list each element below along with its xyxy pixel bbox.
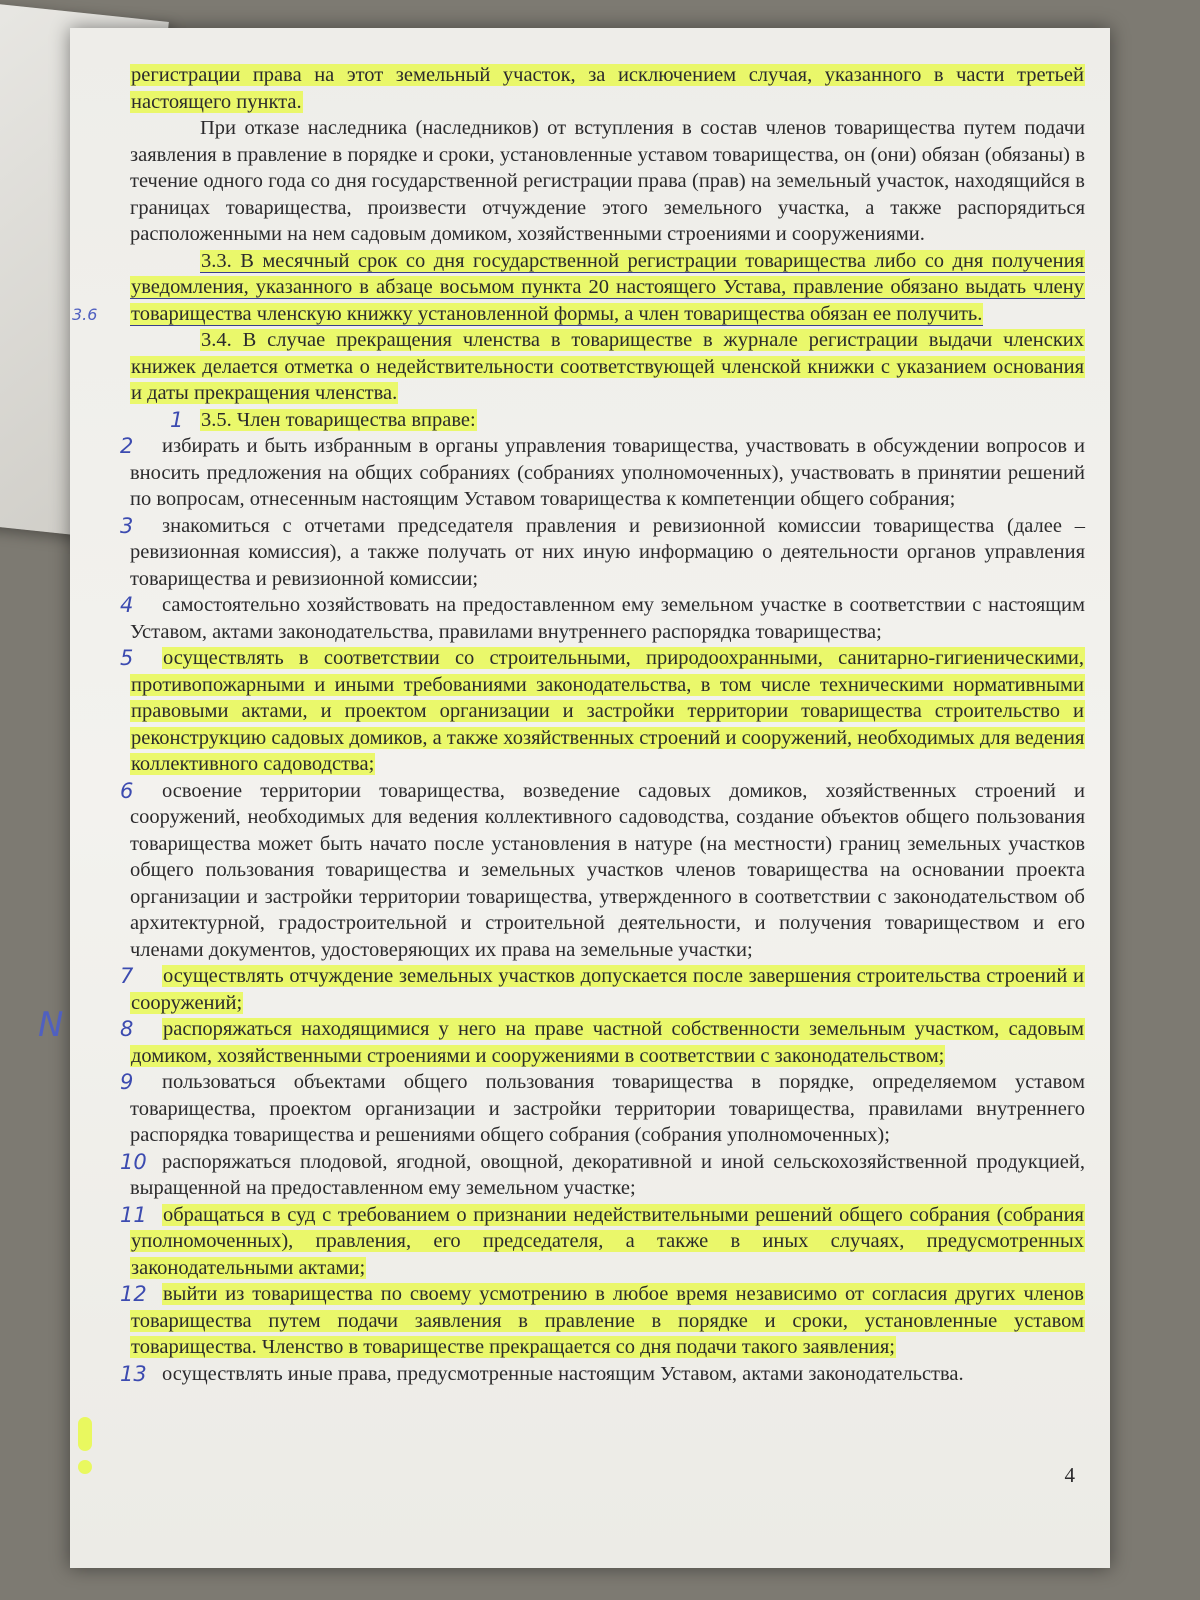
list-item: [120, 1361, 1085, 1388]
list-item: [120, 1202, 1085, 1282]
document-body: [38, 62, 1085, 1387]
item-text: осуществлять отчуждение земельных участков допускается после завершения строительства строений и сооружений;: [131, 965, 1084, 1014]
list-item: [120, 513, 1085, 593]
paragraph-3-4: 3.4. В случае прекращения членства в товариществе в журнале регистрации выдачи членских книжек делается отметка о недействительности соответствующей членской книжки с указанием основания и даты прекращения членства.: [131, 329, 1084, 404]
paragraph-intro: регистрации права на этот земельный участок, за исключением случая, указанного в части третьей настоящего пункта.: [131, 64, 1084, 113]
list-item: [120, 592, 1085, 645]
document-page: [38, 28, 1110, 1568]
item-text: осуществлять иные права, предусмотренные настоящим Уставом, актами законодательства.: [162, 1362, 964, 1385]
item-number: 8: [120, 1017, 134, 1041]
list-item: [120, 1281, 1085, 1361]
item-text: обращаться в суд с требованием о признании недействительными решений общего собрания (собрания уполномоченных), правления, его председателя, а также в иных случаях, предусмотренных законодательными актами;: [131, 1203, 1084, 1279]
item-text: избирать и быть избранным в органы управления товарищества, участвовать в обсуждении вопросов и вносить предложения на общих собраниях (собраниях уполномоченных), участвовать в принятии решений по вопросам, отнесенным настоящим Уставом товарищества к компетенции общего собрания;: [130, 435, 1085, 510]
list-item: [120, 778, 1085, 964]
list-item: [120, 963, 1085, 1016]
item-number: 2: [120, 434, 134, 458]
list-item: [120, 1149, 1085, 1202]
item-text: самостоятельно хозяйствовать на предоставленном ему земельном участке в соответствии с настоящим Уставом, актами законодательства, правилами внутреннего распорядка товарищества;: [130, 594, 1085, 643]
item-number: 13: [120, 1361, 147, 1386]
item-number: 6: [120, 778, 134, 803]
list-item: [120, 1069, 1085, 1149]
item-text: распоряжаться находящимися у него на праве частной собственности земельным участком, садовым домиком, хозяйственными строениями и сооружениями в соответствии с законодательством;: [131, 1018, 1084, 1067]
margin-note-n-mark: N: [38, 1005, 64, 1045]
list-item: [120, 645, 1085, 778]
list-item: [120, 1016, 1085, 1069]
item-text: распоряжаться плодовой, ягодной, овощной, декоративной и иной сельскохозяйственной продукцией, выращенной на предоставленном ему земельном участке;: [130, 1150, 1085, 1199]
item-text: освоение территории товарищества, возведение садовых домиков, хозяйственных строений и сооружений, необходимых для ведения коллективного садоводства, создание объектов общего пользования товарищества может быть начато после установления в натуре (на местности) границ земельных участков общего пользования товарищества и земельных участков членов товарищества на основании проекта организации и застройки территории товарищества, утвержденного в соответствии с законодательством об архитектурной, градостроительной и строительной деятельности, и получения товариществом и его членами документов, удостоверяющих их права на земельные участки;: [130, 779, 1085, 961]
item-text: пользоваться объектами общего пользования товарищества в порядке, определяемом уставом товарищества, проектом организации и застройки территории товарищества, правилами внутреннего распорядка товарищества и решениями общего собрания (собрания уполномоченных);: [130, 1071, 1085, 1146]
item-number: 4: [120, 593, 134, 617]
handwritten-number: 1: [170, 407, 184, 432]
paragraph-3-3: 3.3. В месячный срок со дня государственной регистрации товарищества либо со дня получения уведомления, указанного в абзаце восьмом пункта 20 настоящего Устава, правление обязано выдать члену товарищества членскую книжку установленной формы, а член товарищества обязан ее получить.: [131, 249, 1084, 325]
item-number: 11: [120, 1202, 147, 1227]
paragraph-heir-refusal: При отказе наследника (наследников) от вступления в состав членов товарищества путем подачи заявления в правление в порядке и сроки, установленные уставом товарищества, он (они) обязан (обязаны) в течение одного года со дня государственной регистрации права (прав) на земельный участок, находящийся в границах товарищества, произвести отчуждение этого земельного участка, а также распорядиться расположенными на нем садовым домиком, хозяйственными строениями и сооружениями.: [130, 117, 1085, 245]
list-item: [120, 433, 1085, 513]
item-number: 7: [120, 964, 134, 988]
paragraph-3-5-row: [130, 407, 1085, 434]
item-number: 3: [120, 513, 134, 538]
margin-highlight-dot: [78, 1460, 92, 1474]
page-number: 4: [1064, 1463, 1075, 1487]
item-text: осуществлять в соответствии со строительными, природоохранными, санитарно-гигиеническими, противопожарными и иными требованиями законодательства, в том числе техническими нормативными правовыми актами, и проектом организации и застройки территории товарищества строительство и реконструкцию садовых домиков, а также хозяйственных строений и сооружений, необходимых для ведения коллективного садоводства;: [131, 647, 1085, 775]
paragraph-3-5: 3.5. Член товарищества вправе:: [201, 408, 476, 431]
margin-note-section-ref: 3.6: [72, 305, 98, 324]
margin-highlight-mark: [78, 1417, 92, 1451]
item-text: выйти из товарищества по своему усмотрению в любое время независимо от согласия других членов товарищества путем подачи заявления в правление в порядке и сроки, установленные уставом товарищества. Членство в товариществе прекращается со дня подачи такого заявления;: [131, 1283, 1084, 1358]
item-number: 10: [120, 1149, 147, 1174]
item-number: 5: [120, 646, 134, 670]
item-text: знакомиться с отчетами председателя правления и ревизионной комиссии товарищества (далее – ревизионная комиссия), а также получать от них иную информацию о деятельности органов управления товарищества и ревизионной комиссии;: [130, 514, 1085, 590]
item-number: 9: [120, 1070, 134, 1094]
item-number: 12: [120, 1282, 147, 1306]
